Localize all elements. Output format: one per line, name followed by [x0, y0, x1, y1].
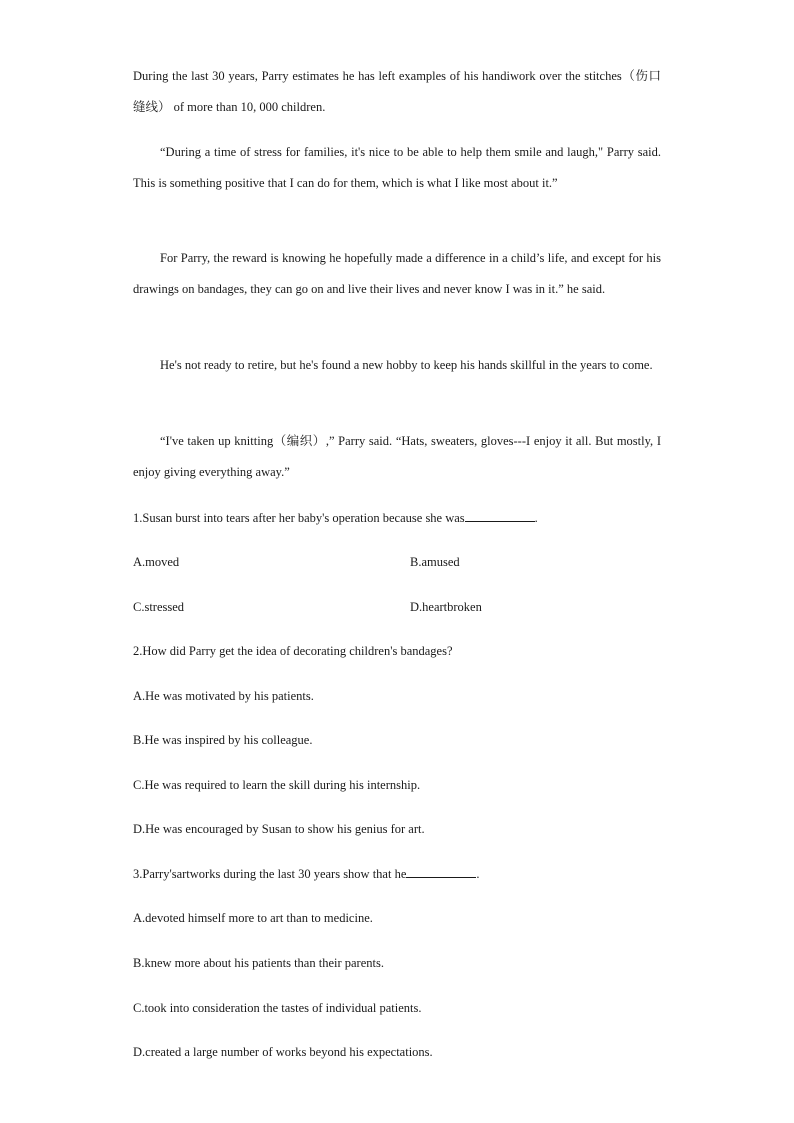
passage-paragraph-1: During the last 30 years, Parry estimates he has left examples of his handiwork over the stitches（伤口缝线） of more than 10, 000 children.: [133, 69, 661, 114]
question-2-option-d: D.He was encouraged by Susan to show his genius for art.: [133, 822, 425, 836]
question-1-stem: [133, 508, 538, 528]
answer-blank: [406, 865, 476, 878]
passage-paragraph-2: “During a time of stress for families, it's nice to be able to help them smile and laugh," Parry said. This is something positive that I can do for them, which is what I like most about it.”: [133, 145, 661, 190]
question-3-option-a: A.devoted himself more to art than to medicine.: [133, 911, 373, 925]
question-2-option-a: A.He was motivated by his patients.: [133, 689, 314, 703]
answer-blank: [465, 509, 535, 522]
question-3-option-d: D.created a large number of works beyond his expectations.: [133, 1045, 433, 1059]
question-1-option-d: D.heartbroken: [410, 600, 482, 614]
question-3-end: .: [476, 867, 480, 881]
passage-paragraph-5: “I've taken up knitting（编织）,” Parry said. “Hats, sweaters, gloves---I enjoy it all. But mostly, I enjoy giving everything away.”: [133, 434, 661, 479]
question-1-option-b: B.amused: [410, 555, 460, 569]
question-1-option-a: A.moved: [133, 555, 180, 569]
question-1-option-c: C.stressed: [133, 600, 185, 614]
passage-paragraph-3: For Parry, the reward is knowing he hopefully made a difference in a child’s life, and except for his drawings on bandages, they can go on and live their lives and never know I was in it.” he said.: [133, 251, 661, 296]
question-3-stem: [133, 864, 480, 884]
question-3-option-c: C.took into consideration the tastes of individual patients.: [133, 1001, 422, 1015]
question-3-option-b: B.knew more about his patients than their parents.: [133, 956, 384, 970]
question-2-stem: 2.How did Parry get the idea of decorating children's bandages?: [133, 644, 453, 658]
question-2-option-c: C.He was required to learn the skill during his internship.: [133, 778, 421, 792]
question-2-option-b: B.He was inspired by his colleague.: [133, 733, 313, 747]
question-1-end: .: [534, 511, 538, 525]
question-1-text: 1.Susan burst into tears after her baby's operation because she was: [133, 511, 465, 525]
passage-paragraph-4: He's not ready to retire, but he's found a new hobby to keep his hands skillful in the years to come.: [160, 358, 653, 372]
question-3-text: 3.Parry'sartworks during the last 30 years show that he: [133, 867, 407, 881]
